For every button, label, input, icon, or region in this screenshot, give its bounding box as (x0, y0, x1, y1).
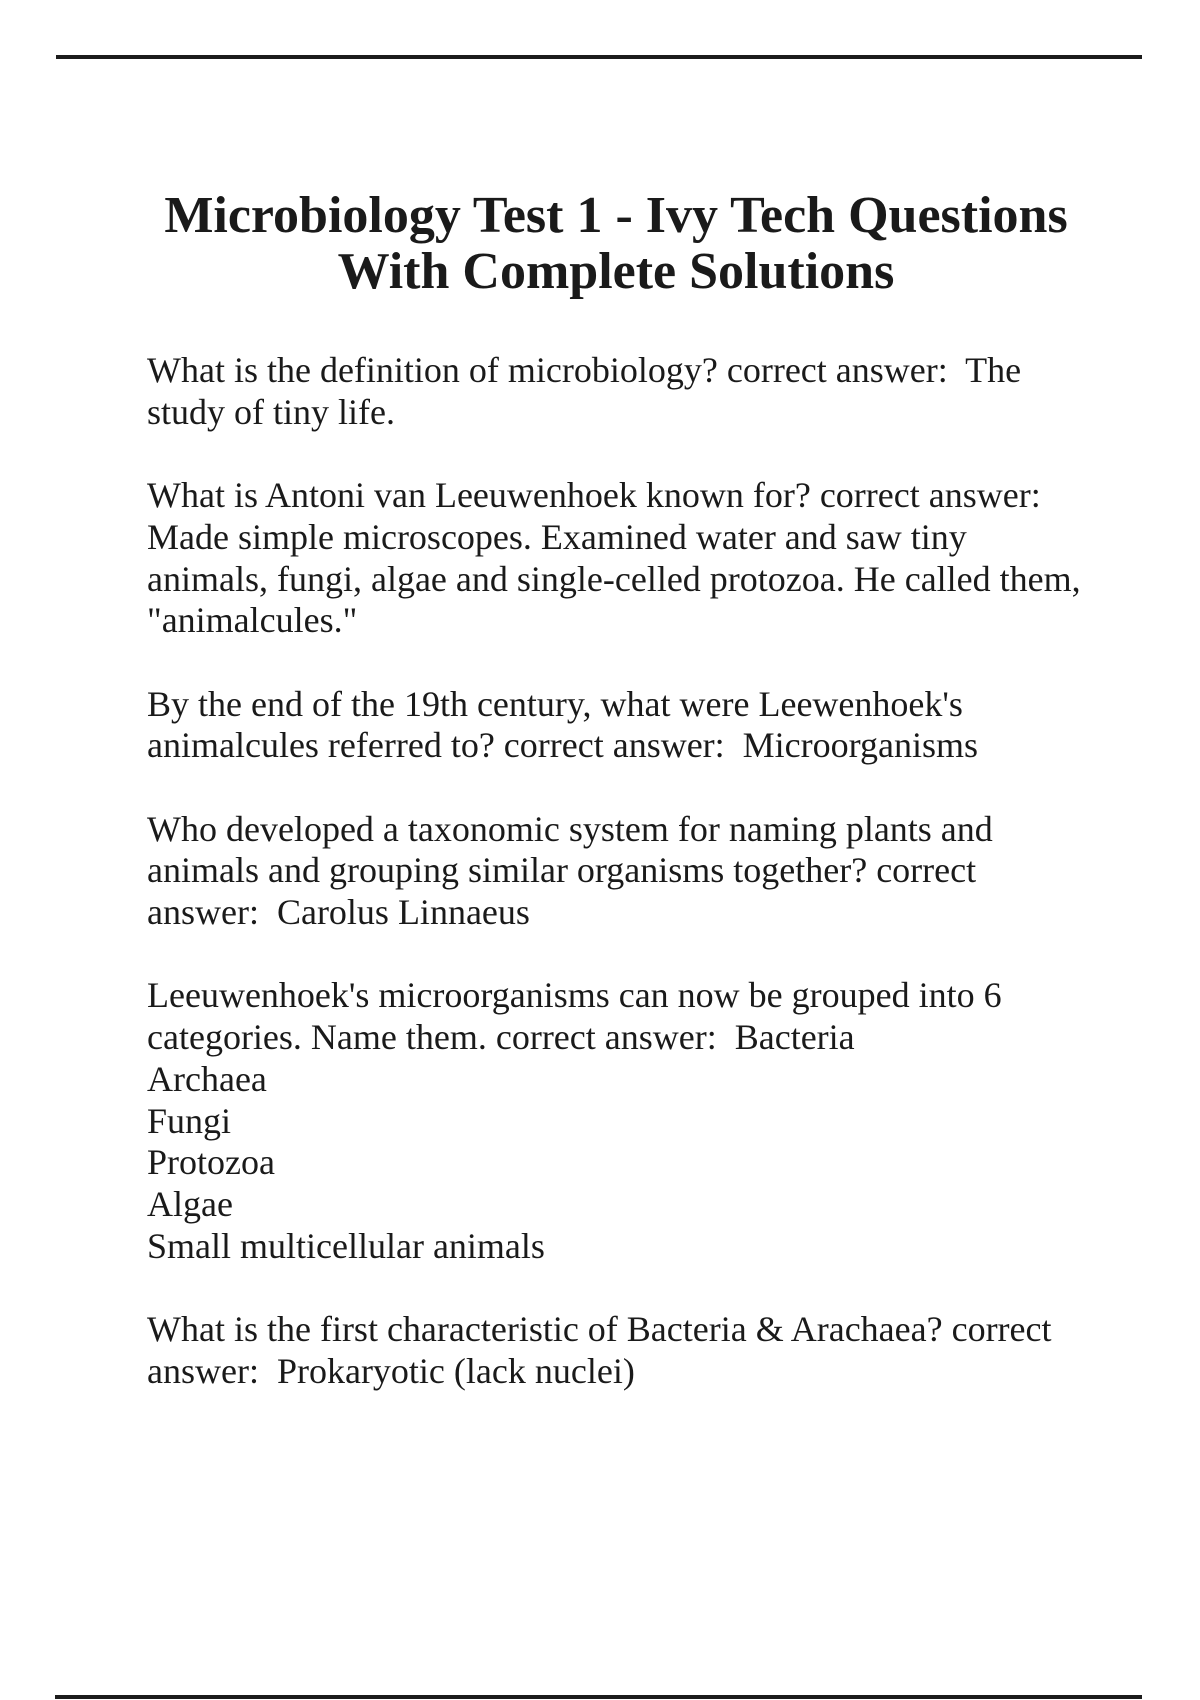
qa-paragraph (147, 475, 1087, 642)
qa-paragraph (147, 1309, 1087, 1392)
bottom-horizontal-rule (55, 1695, 1142, 1699)
text-line: Leeuwenhoek's microorganisms can now be grouped into 6 (147, 975, 1002, 1016)
text-line: Fungi (147, 1100, 232, 1141)
title-line: With Complete Solutions (337, 243, 895, 300)
title-line: Microbiology Test 1 - Ivy Tech Questions (164, 187, 1068, 244)
text-line: animals and grouping similar organisms together? correct (147, 850, 977, 891)
text-line: What is the first characteristic of Bacteria & Arachaea? correct (147, 1309, 1052, 1350)
text-line: What is Antoni van Leeuwenhoek known for? correct answer: (147, 475, 1041, 516)
text-line: "animalcules." (147, 600, 358, 641)
document-title (16, 188, 1200, 300)
text-line: Who developed a taxonomic system for naming plants and (147, 808, 993, 849)
text-line: Small multicellular animals (147, 1225, 545, 1266)
top-horizontal-rule (56, 55, 1142, 59)
text-line: Protozoa (147, 1142, 275, 1183)
text-line: animalcules referred to? correct answer: Microorganisms (147, 725, 978, 766)
text-line: By the end of the 19th century, what were Leewenhoek's (147, 683, 963, 724)
text-line: Made simple microscopes. Examined water and saw tiny (147, 516, 967, 557)
text-line: Archaea (147, 1058, 267, 1099)
qa-paragraph (147, 350, 1087, 433)
text-line: answer: Carolus Linnaeus (147, 892, 530, 933)
text-line: What is the definition of microbiology? correct answer: The (147, 350, 1022, 390)
text-line: Algae (147, 1184, 233, 1224)
document-body (147, 350, 1087, 1393)
text-line: answer: Prokaryotic (lack nuclei) (147, 1350, 635, 1391)
qa-paragraph (147, 684, 1087, 767)
qa-paragraph (147, 809, 1087, 934)
text-line: study of tiny life. (147, 391, 395, 432)
text-line: categories. Name them. correct answer: Bacteria (147, 1017, 855, 1058)
qa-paragraph (147, 975, 1087, 1267)
text-line: animals, fungi, algae and single-celled protozoa. He called them, (147, 558, 1081, 599)
